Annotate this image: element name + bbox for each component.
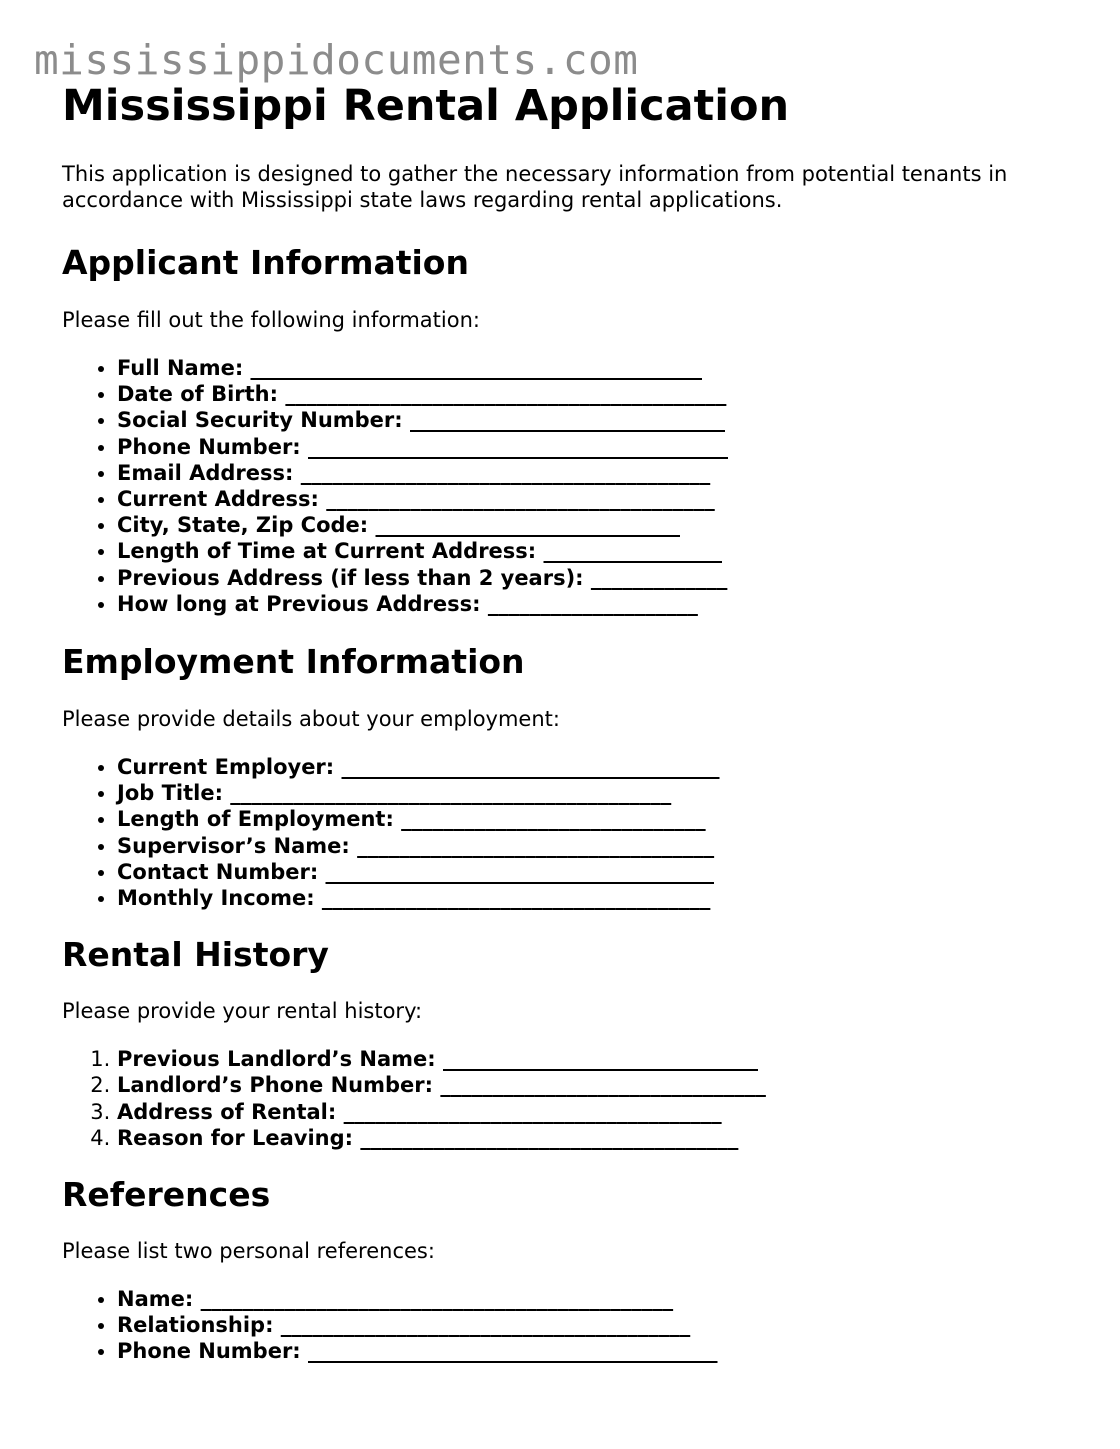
field-reason-for-leaving[interactable]: 4. Reason for Leaving: ____________________________________	[117, 1125, 1062, 1151]
references-section	[62, 1175, 1062, 1365]
employment-heading: Employment Information	[62, 642, 525, 682]
employment-prompt: Please provide details about your employment:	[62, 707, 560, 732]
references-fields	[62, 1286, 1062, 1365]
applicant-fields	[62, 355, 1062, 617]
field-rental-address[interactable]: 3. Address of Rental: ____________________________________	[117, 1099, 1062, 1125]
field-previous-landlord-name[interactable]: 1. Previous Landlord’s Name: ______________________________	[117, 1046, 1062, 1072]
employment-fields	[62, 754, 1062, 911]
employment-section	[62, 642, 1062, 911]
rental-history-section	[62, 935, 1062, 1151]
references-heading: References	[62, 1175, 271, 1215]
page-title: Mississippi Rental Application	[62, 81, 790, 131]
field-email-address[interactable]: • Email Address: _______________________________________	[117, 460, 1062, 486]
field-landlord-phone[interactable]: 2. Landlord’s Phone Number: _______________________________	[117, 1072, 1062, 1098]
field-current-employer[interactable]: • Current Employer: ____________________________________	[117, 754, 1062, 780]
field-time-at-previous[interactable]: • How long at Previous Address: ____________________	[117, 591, 1062, 617]
field-date-of-birth[interactable]: • Date of Birth: __________________________________________	[117, 381, 1062, 407]
field-contact-number[interactable]: • Contact Number: _____________________________________	[117, 859, 1062, 885]
field-supervisor-name[interactable]: • Supervisor’s Name: __________________________________	[117, 833, 1062, 859]
document	[62, 78, 1062, 1365]
field-time-at-address[interactable]: • Length of Time at Current Address: _________________	[117, 538, 1062, 564]
field-full-name[interactable]: • Full Name: ___________________________________________	[117, 355, 1062, 381]
rental-history-heading: Rental History	[62, 935, 329, 975]
intro-paragraph: This application is designed to gather the necessary information from potential tenants in accordance with Mississippi state laws regarding rental applications.	[62, 162, 1008, 212]
field-phone-number[interactable]: • Phone Number: ________________________________________	[117, 434, 1062, 460]
watermark: mississippidocuments.com	[34, 36, 639, 84]
field-monthly-income[interactable]: • Monthly Income: _____________________________________	[117, 885, 1062, 911]
field-current-address[interactable]: • Current Address: _____________________________________	[117, 486, 1062, 512]
field-reference-phone[interactable]: • Phone Number: _______________________________________	[117, 1338, 1062, 1364]
applicant-prompt: Please fill out the following information:	[62, 308, 480, 332]
field-ssn[interactable]: • Social Security Number: ______________________________	[117, 407, 1062, 433]
rental-history-fields	[62, 1046, 1062, 1151]
applicant-section	[62, 243, 1062, 617]
references-prompt: Please list two personal references:	[62, 1239, 435, 1264]
field-job-title[interactable]: • Job Title: __________________________________________	[117, 780, 1062, 806]
field-city-state-zip[interactable]: • City, State, Zip Code: _____________________________	[117, 512, 1062, 538]
rental-history-prompt: Please provide your rental history:	[62, 999, 423, 1024]
field-reference-relationship[interactable]: • Relationship: _______________________________________	[117, 1312, 1062, 1338]
field-length-of-employment[interactable]: • Length of Employment: _____________________________	[117, 806, 1062, 832]
field-reference-name[interactable]: • Name: _____________________________________________	[117, 1286, 1062, 1312]
field-previous-address[interactable]: • Previous Address (if less than 2 years): _____________	[117, 565, 1062, 591]
applicant-heading: Applicant Information	[62, 243, 469, 282]
